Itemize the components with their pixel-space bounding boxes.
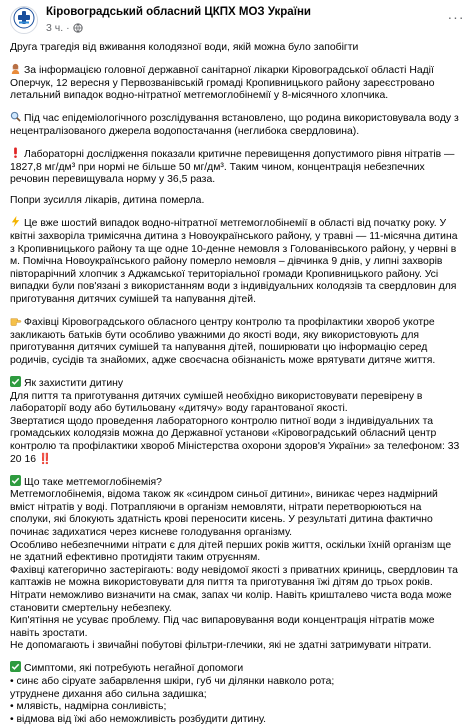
post-paragraph: Для пиття та приготування дитячих сумішей необхідно використовувати перевірену в лабораторії воду або бутильовану «дитячу» воду гарантованої якості. bbox=[10, 390, 423, 415]
post-paragraph: Звертатися щодо проведення лабораторного контролю питної води з індивідуальних та громадських колодязів можна до Державної установи «Кіровоградський обласний центр контролю та профілактики хвороб Міністерства охорони здоров'я України» за телефоном: 33 20 16 ‼️ bbox=[10, 415, 460, 465]
section-heading: Як захистити дитину bbox=[10, 376, 465, 391]
red-exclamation-icon bbox=[10, 147, 21, 158]
list-item: • відмова від їжі або неможливість розбудити дитину. bbox=[10, 713, 267, 725]
post-paragraph: Нітрати неможливо визначити на смак, запах чи колір. Навіть кришталево чиста вода може становити смертельну небезпеку. bbox=[10, 589, 452, 614]
page-name-link[interactable]: Кіровоградський обласний ЦКПХ МОЗ України bbox=[46, 6, 311, 18]
globe-icon[interactable] bbox=[73, 23, 83, 33]
section-heading: Що таке метгемоглобінемія? bbox=[10, 475, 465, 490]
section-heading: Симптоми, які потребують негайної допомоги bbox=[10, 661, 465, 676]
list-item: • млявість, надмірна сонливість; bbox=[10, 701, 167, 713]
post-paragraph: Попри зусилля лікарів, дитина померла. bbox=[10, 195, 205, 207]
lightning-icon bbox=[10, 216, 21, 227]
post-paragraph: Метгемоглобінемія, відома також як «синдром синьої дитини», виникає через надмірний вміст нітратів у воді. Потрапляючи в організм немовляти, нітрати перетворюються на сполуки, які блокують здатність крові переносити кисень. У результаті дитина фактично починає задихатися через кисневе голодування організму. bbox=[10, 489, 438, 538]
post-meta: 3 ч. · bbox=[46, 22, 83, 34]
post-paragraph: Не допомагають і звичайні побутові фільтри-глечики, які не здатні затримувати нітрати. bbox=[10, 640, 432, 652]
post-paragraph: За інформацією головної державної санітарної лікарки Кіровоградської області Надії Оперчук, 12 вересня у Первозванівській громаді Кропивницького району зареєстровано летальний випадок водно-нітратної метгемоглобінемії у 8-місячного хлопчика. bbox=[10, 65, 435, 102]
green-check-icon bbox=[10, 661, 21, 672]
post-lead: Друга трагедія від вживання колодязної води, якій можна було запобігти bbox=[10, 42, 359, 53]
ckph-logo-icon bbox=[13, 7, 35, 34]
list-item: • синє або сіруате забарвлення шкіри, губ чи ділянки навколо рота; bbox=[10, 676, 335, 688]
post-paragraph: Фахівці Кіровоградського обласного центру контролю та профілактики хвороб укотре закликають батьків бути особливо уважними до якості води, яку використовують для приготування дитячих сумішей та напування дітей, поширювати цю інформацію серед родичів, сусідів та знайомих, адже своєчасна обізнаність може врятувати дитяче життя. bbox=[10, 317, 436, 366]
bullet-point-icon: • bbox=[10, 676, 17, 688]
magnifier-icon bbox=[10, 111, 21, 122]
more-options-button[interactable]: ··· bbox=[447, 9, 465, 25]
post-timestamp[interactable]: 3 ч. bbox=[46, 22, 64, 34]
post-paragraph: Під час епідеміологічного розслідування встановлено, що родина використовувала воду з нецентралізованого джерела водопостачання (неглибока свердловина). bbox=[10, 113, 459, 137]
pointing-right-icon bbox=[10, 315, 21, 326]
post-paragraph: Лабораторні дослідження показали критичне перевищення допустимого рівня нітратів — 1827,8 мг/дм³ при нормі не більше 50 мг/дм³. Таким чином, концентрація небезпечних речовин перевищувала норму у 36,5 раза. bbox=[10, 149, 455, 186]
bullet-point-icon: • bbox=[10, 713, 17, 725]
page-avatar[interactable] bbox=[10, 6, 38, 34]
post-paragraph: Кип'ятіння не усуває проблему. Під час випаровування води концентрація нітратів може навіть зростати. bbox=[10, 615, 435, 639]
bullet-point-icon: • bbox=[10, 701, 17, 713]
woman-icon bbox=[10, 63, 21, 74]
post-paragraph: Особливо небезпечними нітрати є для дітей перших років життя, оскільки їхній організм ще не здатний ефективно протидіяти таким отруєнням. bbox=[10, 539, 452, 564]
post-body bbox=[10, 42, 465, 726]
post-paragraph: Це вже шостий випадок водно-нітратної метгемоглобінемії в області від початку року. У квітні захворіла тримісячна дитина з Новоукраїнського району, у травні — 11-місячна дитина з Кропивницького району та ще одне 10-денне немовля з Голованівського району, у червні в м. Помічна Новоукраїнського району померло немовля – дівчинка 9 днів, у липні захворів півторарічний хлопчик з Аджамської територіальної громади Кропивницького району. Усі випадки були пов'язані з використанням води з індивідуальних колодязів та свердловин для приготування дитячих сумішей та напування дітей. bbox=[10, 218, 458, 305]
list-item: утруднене дихання або сильна задишка; bbox=[10, 688, 207, 700]
post-paragraph: Фахівці категорично застерігають: воду невідомої якості з приватних криниць, свердловин та каптажів не можна використовувати для пиття та приготування їжі дітям до трьох років. bbox=[10, 564, 458, 589]
green-check-icon bbox=[10, 376, 21, 387]
post-header bbox=[0, 0, 473, 40]
green-check-icon bbox=[10, 475, 21, 486]
